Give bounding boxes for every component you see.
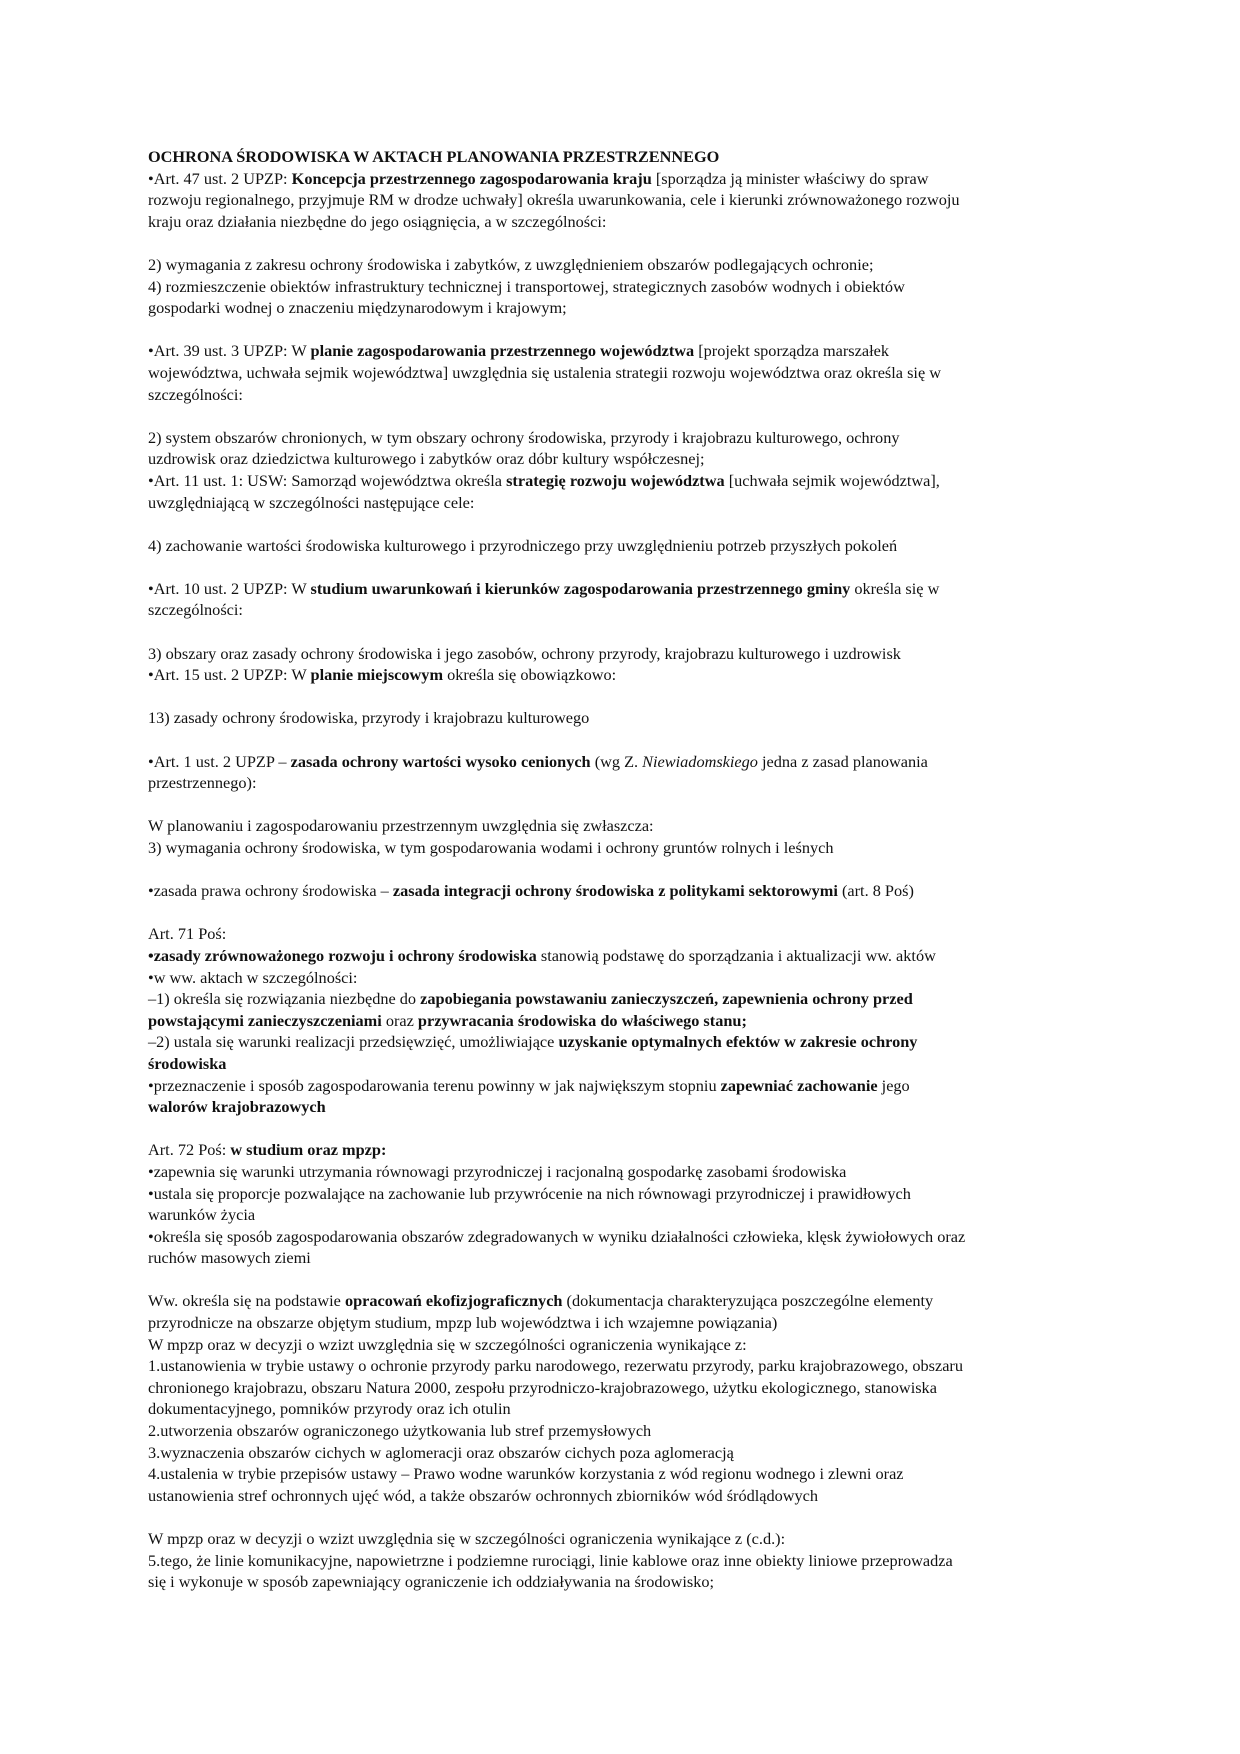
text-line	[148, 1096, 1098, 1118]
text-line	[148, 448, 1098, 470]
text-segment: •zasada prawa ochrony środowiska –	[148, 881, 393, 901]
text-segment: 13) zasady ochrony środowiska, przyrody i krajobrazu kulturowego	[148, 708, 590, 728]
text-line	[148, 988, 1098, 1010]
text-segment: województwa, uchwała sejmik województwa] uwzględnia się ustalenia strategii rozwoju województwa oraz określa się w	[148, 362, 941, 382]
text-line	[148, 599, 1098, 621]
text-line	[148, 1442, 1098, 1464]
text-line	[148, 1334, 1098, 1356]
bold-text: zasada integracji ochrony środowiska z politykami sektorowymi	[392, 881, 838, 901]
bold-text: uzyskanie optymalnych efektów w zakresie ochrony	[558, 1032, 918, 1052]
blank-line	[148, 686, 1098, 708]
blank-line	[148, 729, 1098, 751]
bold-text: opracowań ekofizjograficznych	[344, 1291, 563, 1311]
text-segment: (wg Z.	[590, 751, 643, 771]
text-segment: gospodarki wodnej o znaczeniu międzynarodowym i krajowym;	[148, 298, 567, 318]
blank-line	[148, 859, 1098, 881]
bold-text: przywracania środowiska do właściwego stanu;	[417, 1010, 747, 1030]
text-segment: chronionego krajobrazu, obszaru Natura 2000, zespołu przyrodniczo-krajobrazowego, użytku ekologicznego, stanowiska	[148, 1377, 937, 1397]
text-segment: rozwoju regionalnego, przyjmuje RM w drodze uchwały] określa uwarunkowania, cele i kierunki zrównoważonego rozwoju	[148, 190, 960, 210]
text-segment: (dokumentacja charakteryzująca poszczególne elementy	[562, 1291, 934, 1311]
text-segment: (art. 8 Poś)	[837, 881, 914, 901]
text-line	[148, 643, 1098, 665]
text-segment: Art. 71 Poś:	[148, 924, 227, 944]
text-segment: •Art. 11 ust. 1: USW: Samorząd województwa określa	[148, 470, 507, 490]
text-line	[148, 362, 1098, 384]
bold-text: środowiska	[148, 1053, 227, 1073]
text-line	[148, 1463, 1098, 1485]
text-segment: 4.ustalenia w trybie przepisów ustawy – Prawo wodne warunków korzystania z wód regionu wodnego i zlewni oraz	[148, 1464, 904, 1484]
text-segment: –1) określa się rozwiązania niezbędne do	[148, 989, 421, 1009]
bold-text: zasada ochrony wartości wysoko cenionych	[290, 751, 591, 771]
text-segment: –2) ustala się warunki realizacji przedsięwzięć, umożliwiające	[148, 1032, 559, 1052]
bold-text: planie zagospodarowania przestrzennego województwa	[310, 341, 695, 361]
blank-line	[148, 232, 1098, 254]
bold-text: strategię rozwoju województwa	[506, 470, 725, 490]
text-line	[148, 1485, 1098, 1507]
text-segment: 2) system obszarów chronionych, w tym obszary ochrony środowiska, przyrody i krajobrazu kulturowego, ochrony	[148, 427, 900, 447]
text-line	[148, 837, 1098, 859]
text-segment: •w ww. aktach w szczególności:	[148, 967, 358, 987]
text-line	[148, 168, 1098, 190]
text-segment: 4) rozmieszczenie obiektów infrastruktury technicznej i transportowej, strategicznych zasobów wodnych i obiektów	[148, 276, 905, 296]
document-body	[148, 168, 1098, 1593]
text-line	[148, 1398, 1098, 1420]
text-line	[148, 297, 1098, 319]
text-segment: W mpzp oraz w decyzji o wzizt uwzględnia się w szczególności ograniczenia wynikające z (c.d.):	[148, 1529, 786, 1548]
text-segment: •Art. 10 ust. 2 UPZP: W	[148, 578, 311, 598]
text-segment: oraz	[381, 1010, 418, 1030]
text-segment: •Art. 1 ust. 2 UPZP –	[148, 751, 291, 771]
text-segment: przyrodnicze na obszarze objętym studium, mpzp lub województwa i ich wzajemne powiązania)	[148, 1313, 778, 1333]
text-line	[148, 772, 1098, 794]
text-segment: [sporządza ją minister właściwy do spraw	[651, 168, 929, 188]
text-line	[148, 1226, 1098, 1248]
document-page	[148, 146, 1098, 1593]
text-line	[148, 707, 1098, 729]
blank-line	[148, 1118, 1098, 1140]
text-line	[148, 492, 1098, 514]
text-line	[148, 384, 1098, 406]
text-segment: uwzględniającą w szczególności następujące cele:	[148, 492, 475, 512]
blank-line	[148, 621, 1098, 643]
bold-text: Koncepcja przestrzennego zagospodarowania kraju	[291, 168, 652, 188]
bold-text: planie miejscowym	[310, 665, 444, 685]
text-line	[148, 751, 1098, 773]
text-segment: [uchwała sejmik województwa],	[724, 470, 940, 490]
text-segment: 3) obszary oraz zasady ochrony środowiska i jego zasobów, ochrony przyrody, krajobrazu kulturowego i uzdrowisk	[148, 643, 901, 663]
text-segment: 2) wymagania z zakresu ochrony środowiska i zabytków, z uwzględnieniem obszarów podlegających ochronie;	[148, 254, 874, 274]
text-segment: Art. 72 Poś:	[148, 1140, 231, 1160]
text-line	[148, 1204, 1098, 1226]
text-segment: ustanowienia stref ochronnych ujęć wód, a także obszarów ochronnych zbiorników wód śródlądowych	[148, 1485, 819, 1505]
text-segment: stanowią podstawę do sporządzania i aktualizacji ww. aktów	[536, 945, 936, 965]
blank-line	[148, 1269, 1098, 1291]
text-line	[148, 923, 1098, 945]
blank-line	[148, 319, 1098, 341]
text-line	[148, 1161, 1098, 1183]
text-line	[148, 1290, 1098, 1312]
text-segment: •określa się sposób zagospodarowania obszarów zdegradowanych w wyniku działalności człowieka, klęsk żywiołowych oraz	[148, 1226, 966, 1246]
blank-line	[148, 902, 1098, 924]
text-line	[148, 189, 1098, 211]
text-segment: 1.ustanowienia w trybie ustawy o ochronie przyrody parku narodowego, rezerwatu przyrody, parku krajobrazowego, obszaru	[148, 1356, 963, 1376]
text-line	[148, 967, 1098, 989]
text-segment: kraju oraz działania niezbędne do jego osiągnięcia, a w szczególności:	[148, 211, 607, 231]
text-line	[148, 1571, 1098, 1593]
text-line	[148, 1550, 1098, 1572]
blank-line	[148, 794, 1098, 816]
text-line	[148, 1355, 1098, 1377]
text-line	[148, 340, 1098, 362]
text-segment: 3) wymagania ochrony środowiska, w tym gospodarowania wodami i ochrony gruntów rolnych i leśnych	[148, 838, 834, 857]
text-segment: określa się obowiązkowo:	[443, 665, 617, 685]
bold-text: walorów krajobrazowych	[148, 1097, 326, 1117]
text-segment: •Art. 15 ust. 2 UPZP: W	[148, 665, 311, 685]
text-segment: 5.tego, że linie komunikacyjne, napowietrzne i podziemne rurociągi, linie kablowe oraz inne obiekty liniowe przeprowadza	[148, 1550, 953, 1570]
text-segment: •zapewnia się warunki utrzymania równowagi przyrodniczej i racjonalną gospodarkę zasobami środowiska	[148, 1161, 847, 1181]
text-line	[148, 427, 1098, 449]
text-line	[148, 1053, 1098, 1075]
text-segment: dokumentacyjnego, pomników przyrody oraz ich otulin	[148, 1399, 511, 1419]
text-segment: •przeznaczenie i sposób zagospodarowania terenu powinny w jak największym stopniu	[148, 1075, 721, 1095]
blank-line	[148, 1506, 1098, 1528]
text-line	[148, 815, 1098, 837]
text-segment: •Art. 47 ust. 2 UPZP:	[148, 168, 292, 188]
text-segment: ruchów masowych ziemi	[148, 1248, 311, 1268]
text-line	[148, 1247, 1098, 1269]
text-segment: szczególności:	[148, 600, 243, 620]
bold-text: zapewniać zachowanie	[720, 1075, 878, 1095]
text-segment: [projekt sporządza marszałek	[694, 341, 889, 361]
text-segment: uzdrowisk oraz dziedzictwa kulturowego i zabytków oraz dóbr kultury współczesnej;	[148, 449, 705, 469]
text-line	[148, 1377, 1098, 1399]
text-segment: określa się w	[850, 578, 940, 598]
text-line	[148, 1010, 1098, 1032]
text-segment: 2.utworzenia obszarów ograniczonego użytkowania lub stref przemysłowych	[148, 1421, 652, 1441]
text-segment: jedna z zasad planowania	[757, 751, 928, 771]
bold-text: •zasady zrównoważonego rozwoju i ochrony środowiska	[148, 945, 537, 965]
text-segment: 4) zachowanie wartości środowiska kulturowego i przyrodniczego przy uwzględnieniu potrzeb przyszłych pokoleń	[148, 535, 898, 555]
text-line	[148, 1139, 1098, 1161]
text-segment: •ustala się proporcje pozwalające na zachowanie lub przywrócenie na nich równowagi przyrodniczej i prawidłowych	[148, 1183, 911, 1203]
text-segment: W mpzp oraz w decyzji o wzizt uwzględnia się w szczególności ograniczenia wynikające z:	[148, 1334, 747, 1354]
text-line	[148, 276, 1098, 298]
text-segment: W planowaniu i zagospodarowaniu przestrzennym uwzględnia się zwłaszcza:	[148, 816, 654, 836]
text-line	[148, 1183, 1098, 1205]
italic-text: Niewiadomskiego	[642, 751, 758, 771]
text-line	[148, 880, 1098, 902]
bold-text: w studium oraz mpzp:	[230, 1140, 387, 1160]
blank-line	[148, 405, 1098, 427]
text-segment: się i wykonuje w sposób zapewniający ograniczenie ich oddziaływania na środowisko;	[148, 1572, 715, 1592]
text-line	[148, 535, 1098, 557]
bold-text: powstającymi zanieczyszczeniami	[148, 1010, 382, 1030]
text-line	[148, 470, 1098, 492]
text-segment: •Art. 39 ust. 3 UPZP: W	[148, 341, 311, 361]
bold-text: zapobiegania powstawaniu zanieczyszczeń, zapewnienia ochrony przed	[420, 989, 913, 1009]
text-segment: przestrzennego):	[148, 773, 257, 793]
bold-text: studium uwarunkowań i kierunków zagospodarowania przestrzennego gminy	[310, 578, 851, 598]
blank-line	[148, 513, 1098, 535]
text-segment: Ww. określa się na podstawie	[148, 1291, 345, 1311]
text-segment: jego	[877, 1075, 910, 1095]
text-segment: szczególności:	[148, 384, 243, 404]
text-line	[148, 211, 1098, 233]
document-title: OCHRONA ŚRODOWISKA W AKTACH PLANOWANIA PRZESTRZENNEGO	[148, 147, 720, 166]
text-line	[148, 1312, 1098, 1334]
text-line	[148, 945, 1098, 967]
text-line	[148, 1528, 1098, 1550]
text-line	[148, 254, 1098, 276]
text-segment: warunków życia	[148, 1205, 256, 1225]
text-line	[148, 578, 1098, 600]
blank-line	[148, 556, 1098, 578]
text-line	[148, 1075, 1098, 1097]
text-line	[148, 1031, 1098, 1053]
text-line	[148, 664, 1098, 686]
text-segment: 3.wyznaczenia obszarów cichych w aglomeracji oraz obszarów cichych poza aglomeracją	[148, 1442, 734, 1462]
text-line	[148, 1420, 1098, 1442]
